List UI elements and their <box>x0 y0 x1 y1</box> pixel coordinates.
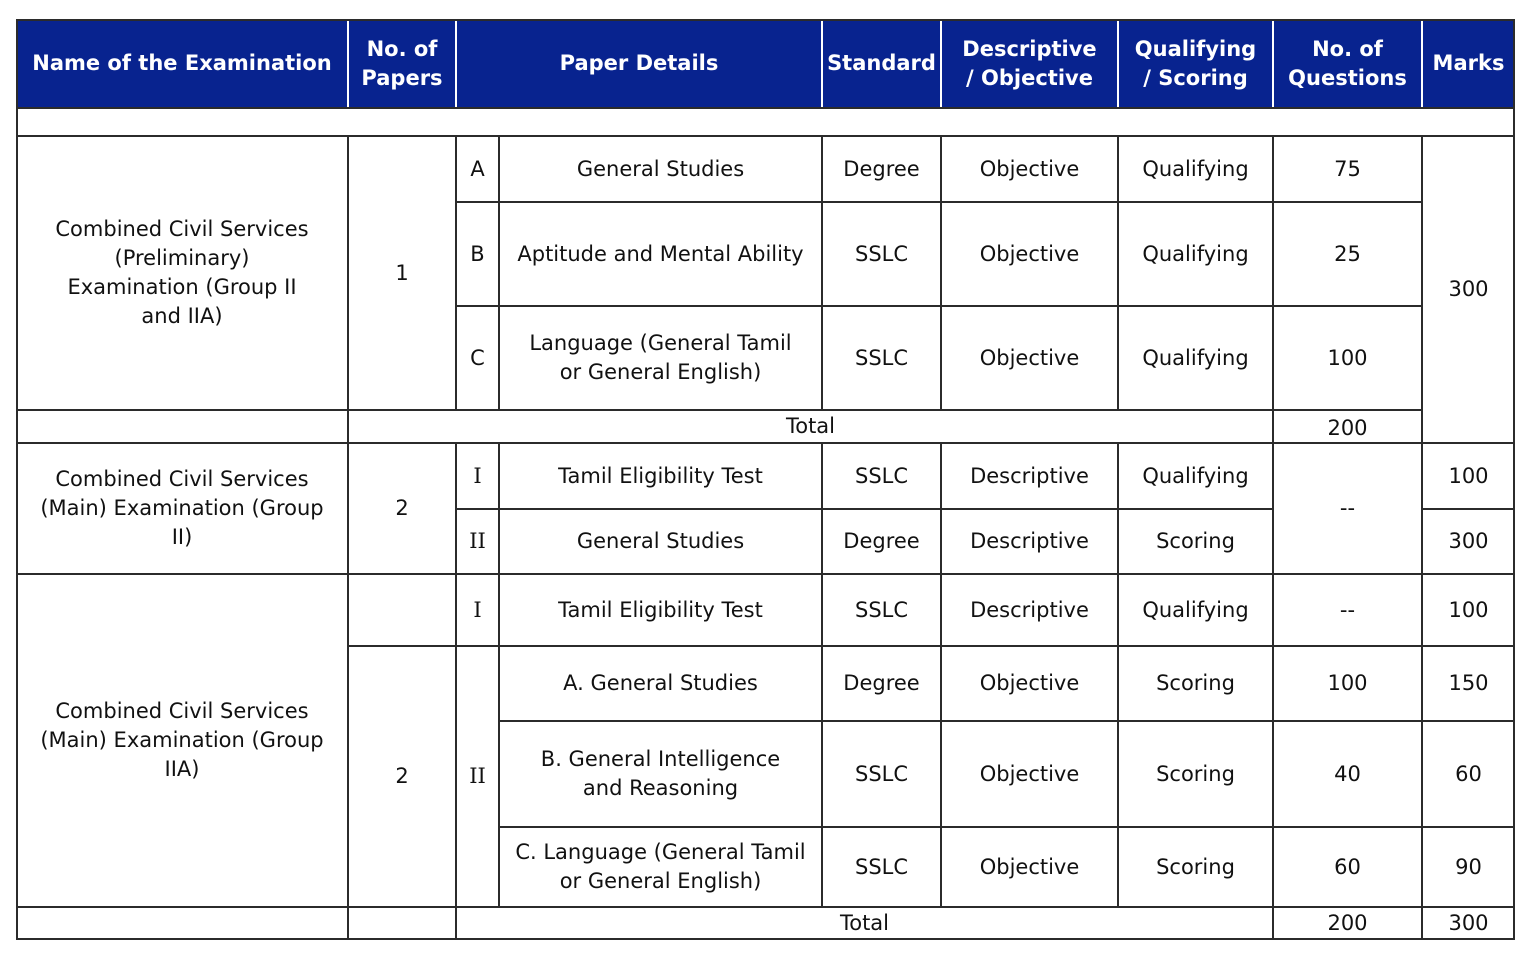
main2a-total-marks: 300 <box>1448 911 1489 935</box>
prelim-questions-a: 75 <box>1334 156 1361 181</box>
grid-line <box>821 135 823 410</box>
main2a-questions-a: 100 <box>1327 671 1368 695</box>
main2a-detail-1: Tamil Eligibility Test <box>558 597 763 622</box>
main2a-qual-b: Scoring <box>1156 761 1235 786</box>
grid-line <box>347 135 349 940</box>
border-bottom <box>16 938 1515 940</box>
main2-standard-2: Degree <box>843 529 920 553</box>
main2a-qual-a: Scoring <box>1156 671 1235 695</box>
grid-line <box>499 720 1515 722</box>
main2a-questions-b: 40 <box>1334 761 1361 786</box>
grid-line <box>456 305 1422 307</box>
grid-line <box>16 107 1515 109</box>
main2-type-1: Descriptive <box>970 463 1089 488</box>
prelim-code-c: C <box>470 345 485 370</box>
main2a-type-1: Descriptive <box>970 597 1089 622</box>
main2a-standard-c: SSLC <box>854 854 909 879</box>
grid-line <box>456 508 1273 510</box>
main2-detail-1: Tamil Eligibility Test <box>558 463 763 488</box>
grid-line <box>16 442 1515 444</box>
prelim-standard-c: SSLC <box>854 345 909 370</box>
header-standard: Standard <box>822 19 941 108</box>
grid-line <box>348 645 1515 647</box>
grid-line <box>16 906 1515 908</box>
main2a-detail-b: B. General Intelligence and Reasoning <box>540 747 781 800</box>
grid-line <box>940 442 942 907</box>
main2a-detail-c: C. Language (General Tamil or General English) <box>515 840 806 893</box>
main2-type-2: Descriptive <box>970 529 1089 553</box>
main2-questions: -- <box>1339 496 1356 520</box>
prelim-exam-name: Combined Civil Services (Preliminary) Examination (Group II and IIA) <box>55 217 309 328</box>
prelim-detail-a: General Studies <box>576 156 745 181</box>
main2a-qual-c: Scoring <box>1156 854 1235 879</box>
main2a-questions-c: 60 <box>1334 854 1361 879</box>
main2-qual-2: Scoring <box>1156 529 1235 553</box>
grid-line <box>456 201 1422 203</box>
prelim-type-b: Objective <box>979 241 1080 266</box>
main2-marks-1: 100 <box>1448 463 1489 488</box>
prelim-standard-b: SSLC <box>854 241 909 266</box>
grid-line <box>455 135 457 410</box>
main2-standard-1: SSLC <box>854 463 909 488</box>
main2-qual-1: Qualifying <box>1142 463 1249 488</box>
prelim-type-c: Objective <box>979 345 1080 370</box>
grid-line <box>499 826 1515 828</box>
prelim-total-questions: 200 <box>1327 416 1368 440</box>
prelim-qual-a: Qualifying <box>1142 156 1249 181</box>
header-papers: No. of Papers <box>348 19 456 108</box>
prelim-code-b: B <box>470 241 485 266</box>
prelim-type-a: Objective <box>979 156 1080 181</box>
grid-line <box>16 573 1515 575</box>
border-top <box>16 19 1515 21</box>
prelim-papers: 1 <box>395 260 409 285</box>
grid-line <box>821 442 823 907</box>
main2a-qual-1: Qualifying <box>1142 597 1249 622</box>
prelim-standard-a: Degree <box>843 156 920 181</box>
main2a-total-label: Total <box>839 911 890 935</box>
main2a-standard-a: Degree <box>843 671 920 695</box>
grid-line <box>1272 135 1274 940</box>
grid-line <box>1117 135 1119 410</box>
grid-line <box>1117 442 1119 907</box>
grid-line <box>940 135 942 410</box>
prelim-marks: 300 <box>1448 277 1489 301</box>
grid-line <box>1421 135 1423 940</box>
main2a-exam-name: Combined Civil Services (Main) Examination (Group IIA) <box>40 699 324 781</box>
grid-line <box>1422 508 1515 510</box>
header-paper-details: Paper Details <box>456 19 822 108</box>
header-exam: Name of the Examination <box>16 19 348 108</box>
prelim-detail-c: Language (General Tamil or General English) <box>529 331 792 384</box>
border-right <box>1513 19 1515 940</box>
main2-exam-name: Combined Civil Services (Main) Examination (Group II) <box>40 467 324 549</box>
exam-pattern-table <box>16 19 1515 941</box>
main2a-standard-1: SSLC <box>854 597 909 622</box>
main2a-type-b: Objective <box>979 761 1080 786</box>
prelim-code-a: A <box>470 156 485 181</box>
main2a-type-c: Objective <box>979 854 1080 879</box>
grid-line <box>455 442 457 940</box>
grid-line <box>16 135 1515 137</box>
grid-line <box>16 409 1422 411</box>
prelim-detail-b: Aptitude and Mental Ability <box>517 241 804 266</box>
main2a-questions-1: -- <box>1339 597 1356 622</box>
main2a-marks-b: 60 <box>1455 761 1482 786</box>
main2a-total-questions: 200 <box>1327 911 1368 935</box>
main2a-type-a: Objective <box>979 671 1080 695</box>
header-descriptive-objective: Descriptive / Objective <box>941 19 1118 108</box>
prelim-qual-b: Qualifying <box>1142 241 1249 266</box>
prelim-qual-c: Qualifying <box>1142 345 1249 370</box>
main2a-marks-c: 90 <box>1455 854 1482 879</box>
main2a-detail-a: A. General Studies <box>563 671 758 695</box>
prelim-questions-c: 100 <box>1327 345 1368 370</box>
main2-marks-2: 300 <box>1448 529 1489 553</box>
prelim-total-label: Total <box>785 414 836 438</box>
main2a-marks-1: 100 <box>1448 597 1489 622</box>
main2-papers: 2 <box>395 496 409 520</box>
header-questions: No. of Questions <box>1273 19 1422 108</box>
grid-line <box>498 442 500 907</box>
prelim-questions-b: 25 <box>1334 241 1361 266</box>
grid-line <box>498 135 500 410</box>
main2-code-1: I <box>473 463 482 488</box>
main2a-code-1: I <box>473 597 482 622</box>
main2a-standard-b: SSLC <box>854 761 909 786</box>
header-qualifying-scoring: Qualifying / Scoring <box>1118 19 1273 108</box>
main2a-papers: 2 <box>395 764 409 788</box>
main2-code-2: II <box>469 529 486 553</box>
main2a-code-2: II <box>469 764 486 788</box>
header-marks: Marks <box>1422 19 1515 108</box>
main2-detail-2: General Studies <box>576 529 745 553</box>
border-left <box>16 19 18 940</box>
main2a-marks-a: 150 <box>1448 671 1489 695</box>
